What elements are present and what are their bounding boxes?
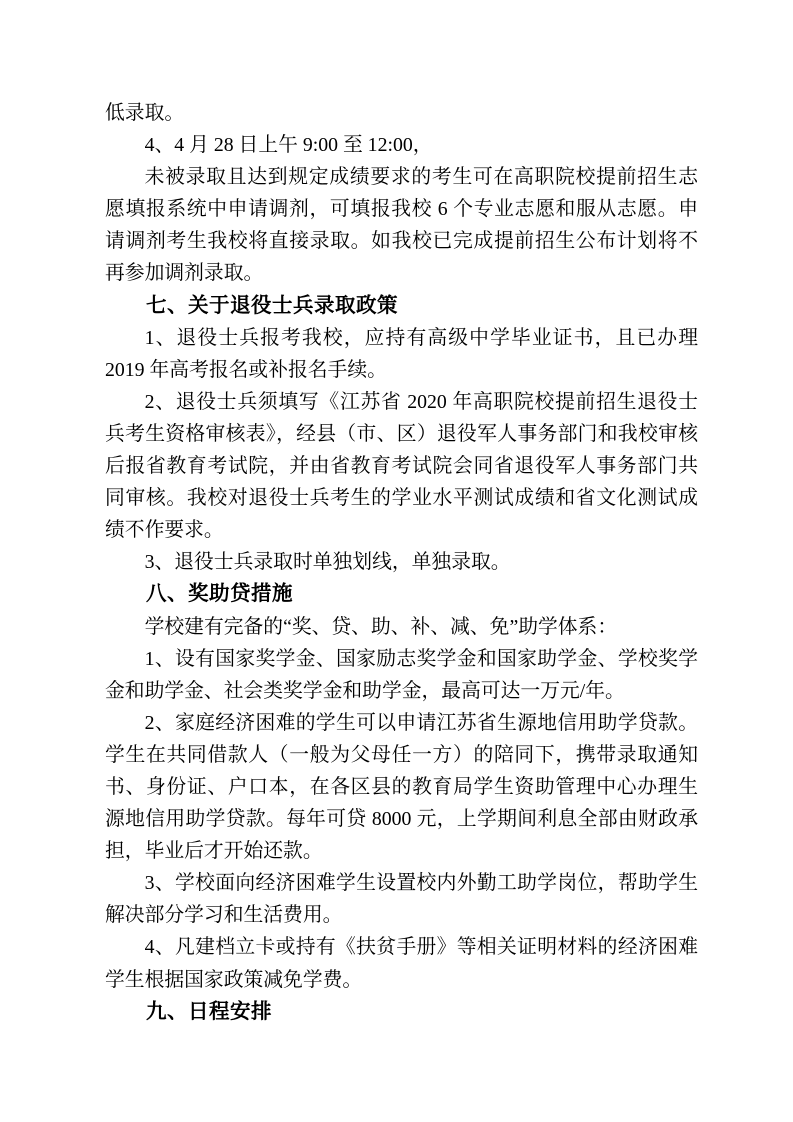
paragraph-continuation-di-luqu: 低录取。	[105, 102, 185, 124]
paragraph-veteran-item2: 2、退役士兵须填写《江苏省 2020 年高职院校提前招生退役士兵考生资格审核表》，经县（市、区）退役军人事务部门和我校审核后报省教育考试院，并由省教育考试院会同省退役军人事务部门共同审核。我校对退役士兵考生的学业水平测试成绩和省文化测试成绩不作要求。	[105, 390, 698, 542]
paragraph-adjustment-policy: 未被录取且达到规定成绩要求的考生可在高职院校提前招生志愿填报系统中申请调剂，可填报我校 6 个专业志愿和服从志愿。申请调剂考生我校将直接录取。如我校已完成提前招生公布计划将不再参加调剂录取。	[105, 166, 698, 285]
heading-section-nine-schedule: 九、日程安排	[146, 999, 272, 1023]
paragraph-aid-item4-tuition-waiver: 4、凡建档立卡或持有《扶贫手册》等相关证明材料的经济困难学生根据国家政策减免学费。	[105, 936, 698, 991]
paragraph-aid-item1-scholarships: 1、设有国家奖学金、国家励志奖学金和国家助学金、学校奖学金和助学金、社会类奖学金和助学金，最高可达一万元/年。	[105, 647, 698, 702]
heading-section-seven-veteran-policy: 七、关于退役士兵录取政策	[146, 293, 398, 317]
paragraph-item4-time: 4、4 月 28 日上午 9:00 至 12:00，	[144, 134, 433, 157]
paragraph-veteran-item1: 1、退役士兵报考我校，应持有高级中学毕业证书，且已办理 2019 年高考报名或补报名手续。	[105, 326, 698, 381]
heading-section-eight-financial-aid: 八、奖助贷措施	[146, 582, 293, 606]
paragraph-aid-item2-student-loan: 2、家庭经济困难的学生可以申请江苏省生源地信用助学贷款。学生在共同借款人（一般为父母任一方）的陪同下，携带录取通知书、身份证、户口本，在各区县的教育局学生资助管理中心办理生源地信用助学贷款。每年可贷 8000 元，上学期间利息全部由财政承担，毕业后才开始还款。	[105, 711, 698, 863]
paragraph-aid-item3-work-study: 3、学校面向经济困难学生设置校内外勤工助学岗位，帮助学生解决部分学习和生活费用。	[105, 872, 698, 927]
paragraph-veteran-item3: 3、退役士兵录取时单独划线，单独录取。	[144, 551, 511, 574]
document-body	[105, 97, 698, 1028]
paragraph-aid-system-overview: 学校建有完备的“奖、贷、助、补、减、免”助学体系：	[144, 615, 618, 638]
